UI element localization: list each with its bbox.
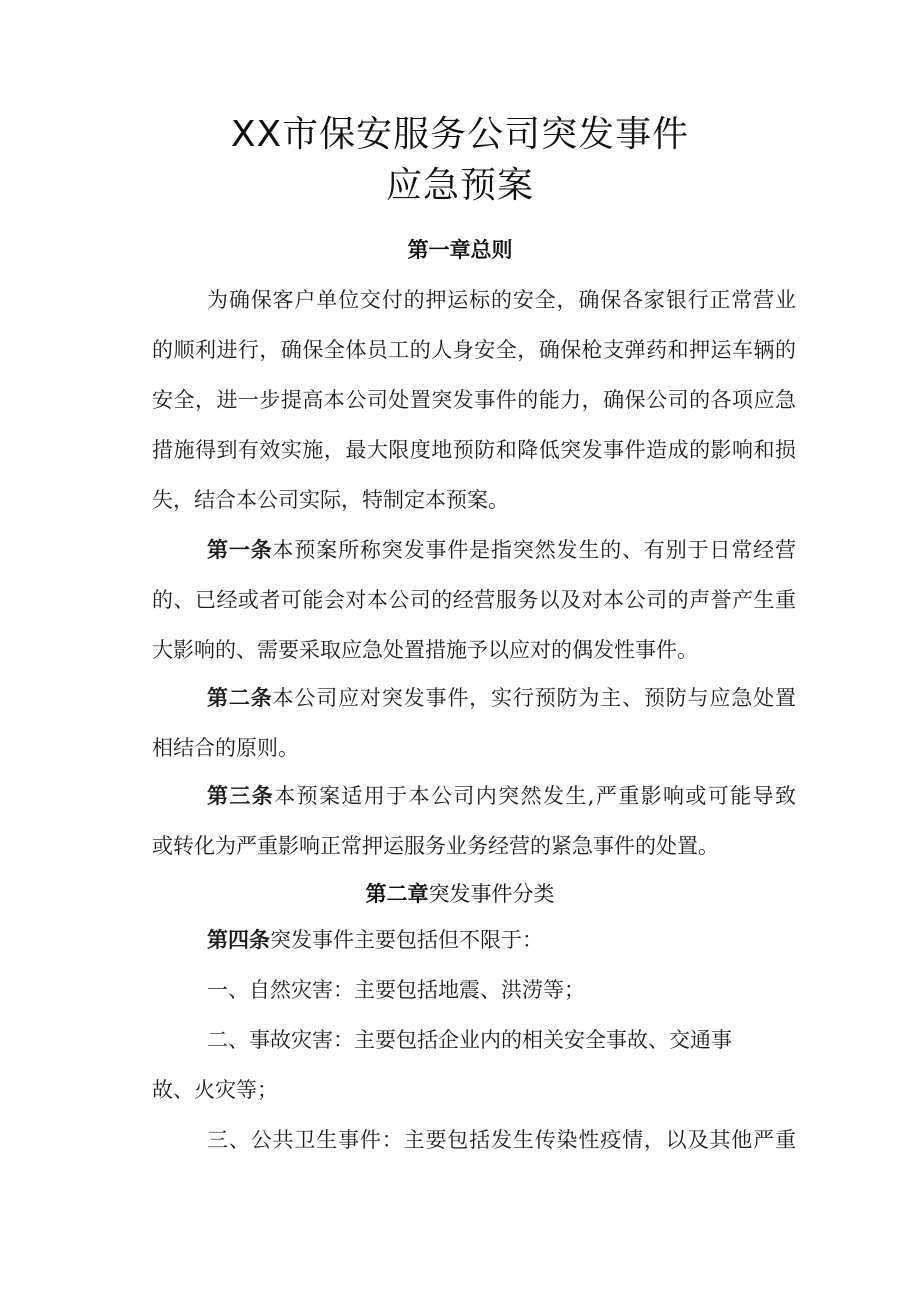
article-1-line — [207, 536, 796, 564]
document-title-line-2: 应急预案 — [385, 165, 534, 206]
article-1-text: 本预案所称突发事件是指突然发生的、有别于日常经营 — [272, 538, 797, 562]
list-item: 一、自然灾害：主要包括地震、洪涝等； — [207, 978, 585, 1002]
article-1-line: 的、已经或者可能会对本公司的经营服务以及对本公司的声誉产生重 — [152, 588, 796, 612]
article-1-label: 第一条 — [207, 537, 273, 562]
article-3-line: 或转化为严重影响正常押运服务业务经营的紧急事件的处置。 — [152, 834, 719, 858]
article-4-text: 突发事件主要包括但不限于： — [270, 928, 543, 952]
intro-line: 安全，进一步提高本公司处置突发事件的能力，确保公司的各项应急 — [152, 388, 796, 412]
list-item: 故、火灾等； — [152, 1078, 278, 1102]
article-2-line — [207, 684, 796, 712]
intro-line: 为确保客户单位交付的押运标的安全，确保各家银行正常营业 — [207, 288, 796, 312]
article-4-label: 第四条 — [207, 927, 270, 952]
article-2-line: 相结合的原则。 — [152, 736, 299, 760]
article-2-text: 本公司应对突发事件，实行预防为主、预防与应急处置 — [272, 686, 797, 710]
intro-line: 失，结合本公司实际，特制定本预案。 — [152, 488, 509, 512]
list-item: 二、事故灾害：主要包括企业内的相关安全事故、交通事 — [207, 1028, 732, 1052]
chapter-2-heading — [0, 880, 920, 908]
article-1-line: 大影响的、需要采取应急处置措施予以应对的偶发性事件。 — [152, 638, 698, 662]
document-title-line-1: XX市保安服务公司突发事件 — [230, 114, 690, 155]
article-3-line — [207, 782, 796, 810]
article-4-line — [207, 926, 543, 954]
chapter-2-title: 突发事件分类 — [428, 882, 555, 906]
article-2-label: 第二条 — [207, 685, 273, 710]
intro-line: 的顺利进行，确保全体员工的人身安全，确保枪支弹药和押运车辆的 — [152, 338, 796, 362]
list-item: 三、公共卫生事件：主要包括发生传染性疫情，以及其他严重 — [207, 1128, 796, 1152]
article-3-label: 第三条 — [207, 783, 275, 808]
intro-line: 措施得到有效实施，最大限度地预防和降低突发事件造成的影响和损 — [152, 438, 796, 462]
chapter-1-heading: 第一章总则 — [407, 237, 513, 262]
chapter-2-label: 第二章 — [365, 881, 429, 906]
article-3-text: 本预案适用于本公司内突然发生,严重影响或可能导致 — [274, 784, 796, 808]
